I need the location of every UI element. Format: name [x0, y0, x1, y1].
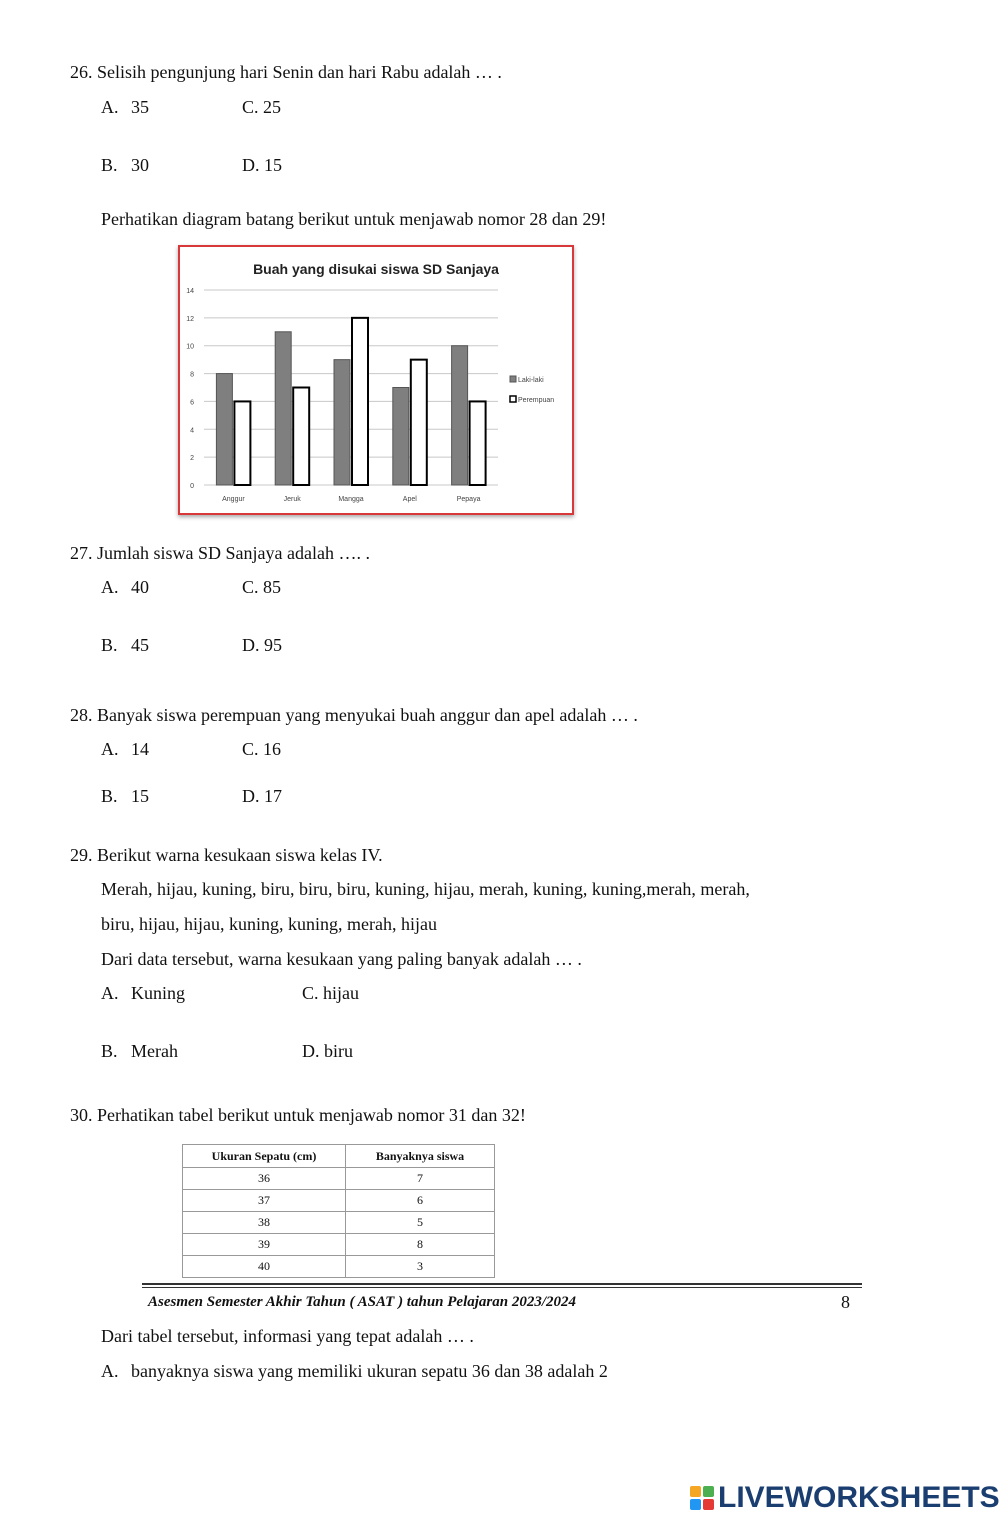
footer-text: Asesmen Semester Akhir Tahun ( ASAT ) tahun Pelajaran 2023/2024	[148, 1294, 577, 1310]
bar-perempuan-jeruk	[293, 388, 309, 486]
option-text: 16	[263, 739, 282, 759]
question-28-text: 28. Banyak siswa perempuan yang menyukai buah anggur dan apel adalah … .	[70, 705, 638, 725]
y-tick-label: 8	[190, 371, 194, 379]
table-cell: 40	[183, 1256, 346, 1278]
x-tick-label: Jeruk	[283, 496, 301, 503]
table-cell: 37	[183, 1190, 346, 1212]
option-text: Kuning	[131, 983, 185, 1003]
y-tick-label: 4	[190, 427, 194, 435]
logo-square-3	[690, 1499, 701, 1510]
legend-swatch-laki-laki	[510, 376, 516, 382]
option-text: 14	[131, 739, 149, 759]
footer-divider	[142, 1283, 862, 1285]
y-tick-label: 14	[186, 288, 194, 295]
y-tick-label: 0	[190, 483, 194, 490]
legend-swatch-perempuan	[510, 396, 516, 402]
x-tick-label: Mangga	[338, 496, 364, 503]
question-26-text: 26. Selisih pengunjung hari Senin dan hari Rabu adalah … .	[70, 62, 502, 82]
table-row	[183, 1190, 495, 1212]
logo-square-4	[703, 1499, 714, 1510]
x-tick-label: Anggur	[222, 496, 245, 503]
option-label: C.	[242, 577, 259, 597]
option-text: 40	[131, 577, 149, 597]
liveworksheets-brand[interactable]	[690, 1480, 1000, 1516]
table-header-row	[183, 1145, 495, 1168]
option-text: 45	[131, 635, 149, 655]
table-cell: 7	[346, 1168, 495, 1190]
option-text: 15	[131, 786, 149, 806]
bar-perempuan-mangga	[352, 318, 368, 485]
option-label: C.	[242, 739, 259, 759]
q30-option-a[interactable]	[101, 1361, 608, 1382]
column-header-student-count: Banyaknya siswa	[346, 1145, 495, 1168]
shoe-size-table	[182, 1144, 495, 1278]
option-label: D.	[242, 155, 260, 175]
option-label: C.	[242, 97, 259, 117]
q27-option-a[interactable]	[101, 577, 149, 598]
bar-laki-laki-mangga	[334, 360, 350, 485]
x-tick-label: Apel	[402, 496, 417, 503]
option-text: hijau	[323, 983, 360, 1003]
legend-label-perempuan: Perempuan	[518, 397, 555, 404]
logo-square-1	[690, 1486, 701, 1497]
option-label: B.	[101, 155, 118, 175]
q26-option-d[interactable]	[242, 155, 282, 176]
option-text: biru	[324, 1041, 353, 1061]
question-30-text: 30. Perhatikan tabel berikut untuk menjawab nomor 31 dan 32!	[70, 1105, 526, 1125]
q29-option-a[interactable]	[101, 983, 185, 1004]
q27-option-d[interactable]	[242, 635, 282, 656]
q28-option-d[interactable]	[242, 786, 282, 807]
option-text: 85	[263, 577, 282, 597]
question-27-text: 27. Jumlah siswa SD Sanjaya adalah …. .	[70, 543, 370, 563]
column-header-shoe-size: Ukuran Sepatu (cm)	[183, 1145, 346, 1168]
table-cell: 36	[183, 1168, 346, 1190]
brand-name: LIVEWORKSHEETS	[718, 1481, 1000, 1514]
option-label: D.	[242, 635, 260, 655]
chart-title: Buah yang disukai siswa SD Sanjaya	[253, 261, 499, 277]
q27-option-c[interactable]	[242, 577, 281, 598]
option-text: Merah	[131, 1041, 178, 1061]
q28-option-b[interactable]	[101, 786, 149, 807]
bar-laki-laki-pepaya	[452, 346, 468, 485]
footer-divider-thin	[142, 1287, 862, 1288]
bar-perempuan-anggur	[234, 401, 250, 485]
table-row	[183, 1212, 495, 1234]
option-label: A.	[101, 577, 119, 597]
option-label: D.	[242, 786, 260, 806]
option-label: C.	[302, 983, 319, 1003]
option-text: banyaknya siswa yang memiliki ukuran sepatu 36 dan 38 adalah 2	[131, 1361, 608, 1381]
bar-laki-laki-anggur	[216, 374, 232, 485]
table-row	[183, 1168, 495, 1190]
logo-square-2	[703, 1486, 714, 1497]
option-text: 17	[264, 786, 282, 806]
bar-chart	[180, 247, 572, 513]
q26-option-b[interactable]	[101, 155, 149, 176]
q29-option-d[interactable]	[302, 1041, 353, 1062]
q29-option-b[interactable]	[101, 1041, 178, 1062]
table-cell: 38	[183, 1212, 346, 1234]
q27-option-b[interactable]	[101, 635, 149, 656]
q26-option-a[interactable]	[101, 97, 149, 118]
page-number: 8	[841, 1292, 850, 1312]
x-tick-label: Pepaya	[456, 496, 481, 503]
legend-label-laki-laki: Laki-laki	[518, 377, 544, 384]
option-label: A.	[101, 97, 119, 117]
q29-data-line-2: biru, hijau, hijau, kuning, kuning, merah, hijau	[101, 914, 437, 934]
table-cell: 3	[346, 1256, 495, 1278]
table-cell: 8	[346, 1234, 495, 1256]
option-text: 25	[263, 97, 282, 117]
table-cell: 5	[346, 1212, 495, 1234]
y-tick-label: 12	[186, 315, 194, 323]
bar-perempuan-apel	[411, 360, 427, 485]
q28-option-c[interactable]	[242, 739, 281, 760]
option-text: 35	[131, 97, 149, 117]
option-label: A.	[101, 1361, 119, 1381]
q29-data-line-1: Merah, hijau, kuning, biru, biru, biru, kuning, hijau, merah, kuning, kuning,merah, merah,	[101, 879, 750, 899]
table-cell: 6	[346, 1190, 495, 1212]
bar-laki-laki-jeruk	[275, 332, 291, 485]
q29-option-c[interactable]	[302, 983, 359, 1004]
y-tick-label: 10	[186, 343, 194, 351]
option-label: A.	[101, 739, 119, 759]
y-tick-label: 6	[190, 399, 194, 407]
table-cell: 39	[183, 1234, 346, 1256]
liveworksheets-logo-icon	[690, 1486, 714, 1510]
bar-perempuan-pepaya	[470, 401, 486, 485]
option-label: B.	[101, 786, 118, 806]
q30-prompt: Dari tabel tersebut, informasi yang tepat adalah … .	[101, 1326, 474, 1346]
question-29-text: 29. Berikut warna kesukaan siswa kelas IV.	[70, 845, 383, 865]
q29-prompt: Dari data tersebut, warna kesukaan yang paling banyak adalah … .	[101, 949, 582, 969]
option-label: B.	[101, 1041, 118, 1061]
option-label: B.	[101, 635, 118, 655]
bar-chart-container	[178, 245, 574, 515]
option-text: 15	[264, 155, 282, 175]
q26-option-c[interactable]	[242, 97, 281, 118]
option-label: A.	[101, 983, 119, 1003]
q28-option-a[interactable]	[101, 739, 149, 760]
option-text: 30	[131, 155, 149, 175]
y-tick-label: 2	[190, 455, 194, 463]
option-text: 95	[264, 635, 282, 655]
option-label: D.	[302, 1041, 320, 1061]
chart-intro-text: Perhatikan diagram batang berikut untuk menjawab nomor 28 dan 29!	[101, 209, 607, 229]
bar-laki-laki-apel	[393, 388, 409, 486]
table-row	[183, 1256, 495, 1278]
table-row	[183, 1234, 495, 1256]
